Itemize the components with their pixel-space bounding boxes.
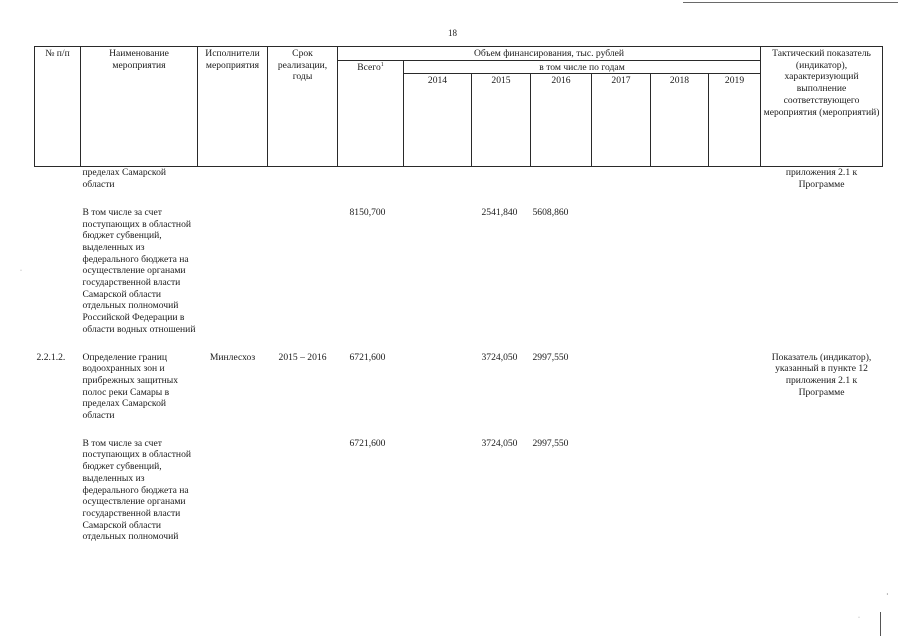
row-gap [35,336,883,352]
row-2015: 3724,050 [481,351,518,363]
scan-edge-mark [880,612,881,636]
row-2017 [592,438,651,543]
row-total [338,167,404,191]
row-gap [35,191,883,207]
page-number: 18 [448,28,457,38]
row-2019 [709,207,761,336]
header-indicator: Тактический показатель (индикатор), характеризующий выполнение соответствующего мероприятия (мероприятий) [761,47,883,167]
scan-speck: · [858,615,860,621]
row-2019 [709,352,761,422]
row-num: 2.2.1.2. [36,351,66,363]
row-2014 [404,438,472,543]
row-2017 [592,167,651,191]
row-2015 [472,167,531,191]
header-year-2019: 2019 [709,74,761,167]
row-2018 [651,438,709,543]
row-executor [198,167,268,191]
table-row [35,352,883,422]
row-executor: Минлесхоз [209,351,256,363]
row-num [35,438,81,543]
row-num [35,207,81,336]
header-years-group: в том числе по годам [404,60,761,74]
row-2014 [404,207,472,336]
header-year-2015: 2015 [472,74,531,167]
row-indicator: Показатель (индикатор), указанный в пункте 12 приложения 2.1 к Программе [771,351,872,398]
header-year-2018: 2018 [651,74,709,167]
header-row-1 [35,47,883,61]
row-total: 6721,600 [349,351,386,363]
row-num [35,167,81,191]
header-total [338,60,404,167]
row-indicator: приложения 2.1 к Программе [785,167,858,191]
row-2017 [592,352,651,422]
table-row [35,438,883,543]
row-2015: 3724,050 [481,437,518,449]
row-2016 [531,167,592,191]
row-2018 [651,207,709,336]
row-name: пределах Самарской области [82,167,167,191]
row-period [268,167,338,191]
header-total-label: Всего [357,61,381,73]
header-year-2016: 2016 [531,74,592,167]
header-num: № п/п [35,47,81,167]
row-2016: 2997,550 [532,351,569,363]
row-name: Определение границ водоохранных зон и прибрежных защитных полос реки Самары в пределах Самарской области [82,351,179,422]
row-name: В том числе за счет поступающих в областной бюджет субвенций, выделенных из федерального бюджета на осуществление органами государственной власти Самарской области отдельных полномочий Российской Федерации в области водных отношений [82,206,196,335]
row-total: 8150,700 [349,206,386,218]
header-year-2017: 2017 [592,74,651,167]
table-row [35,167,883,191]
row-indicator [761,438,883,543]
header-year-2014: 2014 [404,74,472,167]
header-funding-group: Объем финансирования, тыс. рублей [338,47,761,61]
scan-speck: · [20,268,22,274]
scan-speck: · [886,590,889,599]
row-period: 2015 – 2016 [278,351,327,363]
header-executors: Исполнители мероприятия [198,47,268,167]
table-row [35,207,883,336]
row-2018 [651,167,709,191]
financing-table [34,46,883,543]
row-2018 [651,352,709,422]
header-name: Наименование мероприятия [81,47,198,167]
row-period [268,207,338,336]
row-2019 [709,167,761,191]
header-period: Срок реализации, годы [268,47,338,167]
row-executor [198,207,268,336]
row-gap [35,422,883,438]
row-2014 [404,352,472,422]
row-total: 6721,600 [349,437,386,449]
row-2017 [592,207,651,336]
row-2019 [709,438,761,543]
row-2016: 2997,550 [532,437,569,449]
row-2016: 5608,860 [532,206,569,218]
row-2015: 2541,840 [481,206,518,218]
row-period [268,438,338,543]
header-total-footnote: 1 [380,61,384,68]
row-indicator [761,207,883,336]
row-executor [198,438,268,543]
top-edge-rule [683,2,898,3]
row-name: В том числе за счет поступающих в областной бюджет субвенций, выделенных из федерального бюджета на осуществление органами государственной власти Самарской области отдельных полномочий [82,437,191,543]
row-2014 [404,167,472,191]
